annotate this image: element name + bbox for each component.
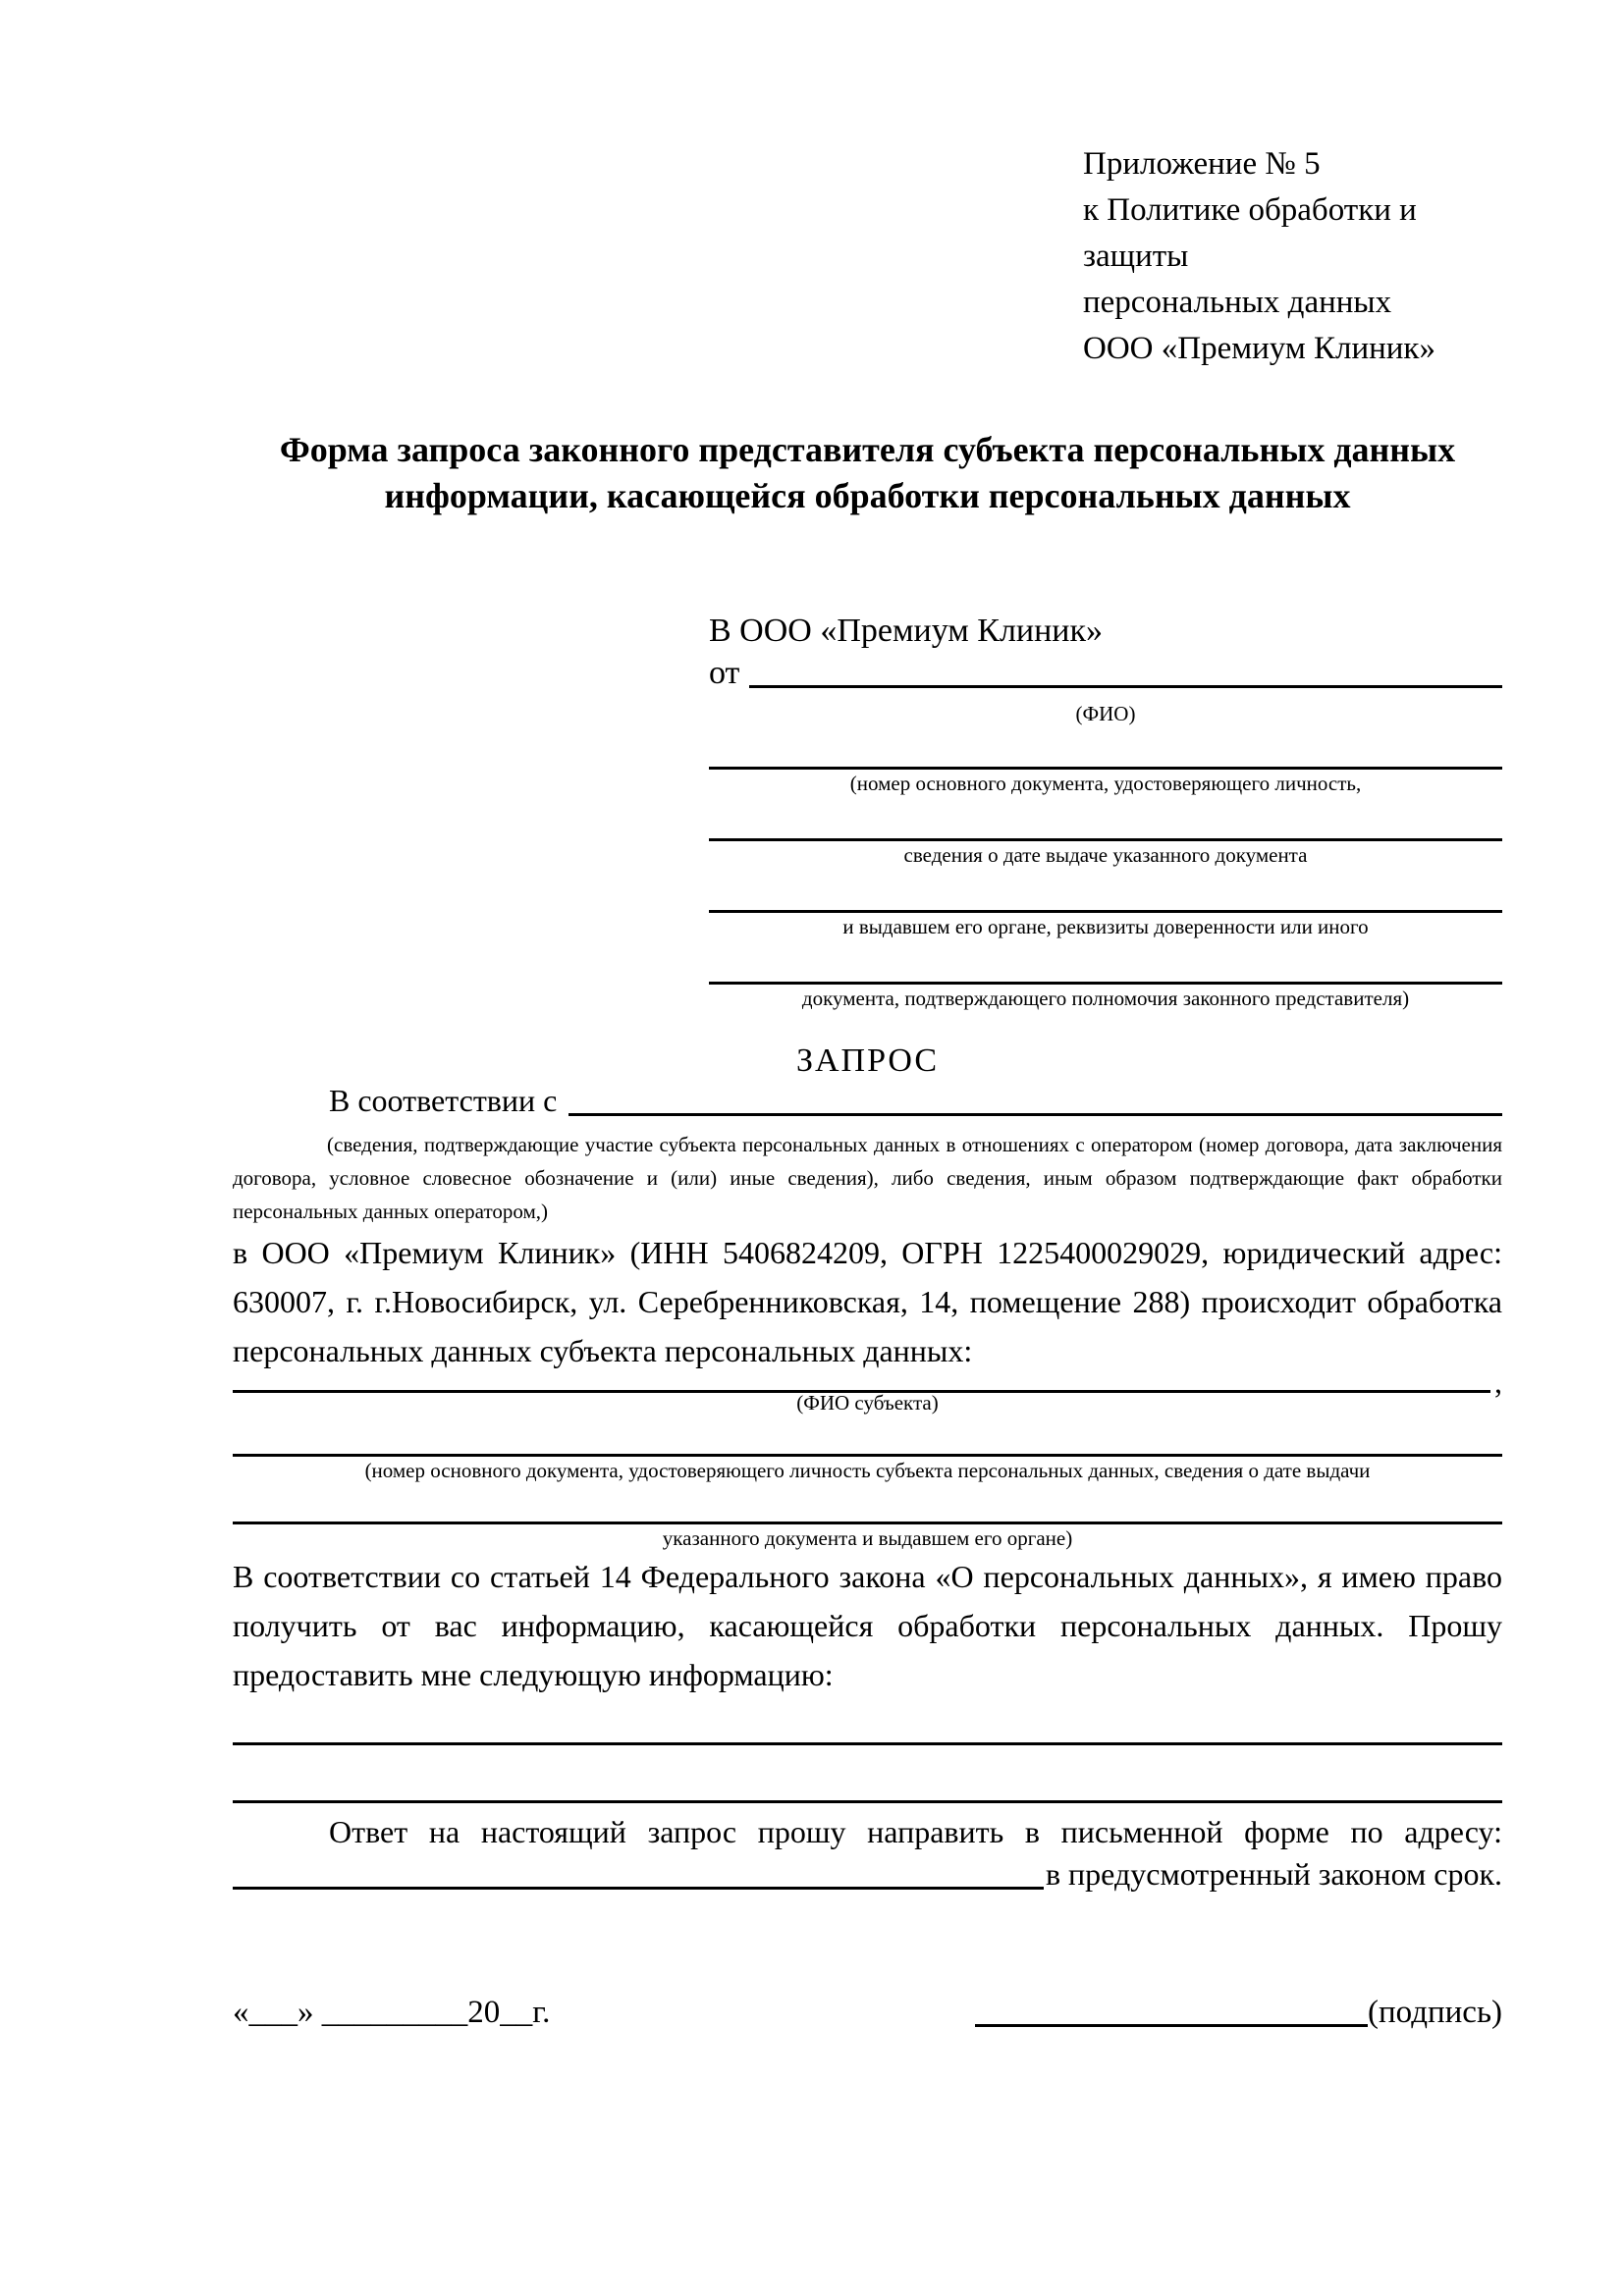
representative-doc-caption-4: документа, подтверждающего полномочия законного представителя) xyxy=(801,987,1410,1010)
law-paragraph: В соответствии со статьей 14 Федерального закона «О персональных данных», я имею право получить от вас информацию, касающейся обработки персональных данных. Прошу предоставить мне следующую информацию: xyxy=(233,1559,1502,1692)
footer-row xyxy=(233,1990,1502,2035)
basis-row xyxy=(233,1083,1502,1128)
representative-fio-caption: (ФИО) xyxy=(1075,702,1136,725)
document-content xyxy=(233,141,1502,2035)
representative-fio-input-line[interactable] xyxy=(749,685,1502,688)
document-title-line-2: информации, касающейся обработки персональных данных xyxy=(384,476,1351,515)
representative-doc-input-line-2[interactable] xyxy=(709,797,1502,841)
document-title-line-1: Форма запроса законного представителя субъекта персональных данных xyxy=(279,430,1456,469)
appendix-line-3: персональных данных xyxy=(1083,285,1392,320)
from-label: от xyxy=(709,655,740,691)
addressee-organization: В ООО «Премиум Клиник» xyxy=(709,613,1104,649)
appendix-line-4: ООО «Премиум Клиник» xyxy=(1083,331,1435,366)
representative-doc-caption-1: (номер основного документа, удостоверяющего личность, xyxy=(849,772,1362,795)
representative-doc-input-line-3[interactable] xyxy=(709,869,1502,913)
reply-paragraph: Ответ на настоящий запрос прошу направить в письменной форме по адресу: xyxy=(329,1814,1502,1849)
subject-fio-caption: (ФИО субъекта) xyxy=(796,1391,939,1415)
appendix-line-1: Приложение № 5 xyxy=(1083,146,1321,182)
signature-caption: (подпись) xyxy=(1368,1995,1502,2030)
representative-doc-input-line-1[interactable] xyxy=(709,727,1502,770)
request-heading: ЗАПРОС xyxy=(795,1042,940,1079)
reply-address-row xyxy=(233,1856,1502,1905)
signature-input-line[interactable] xyxy=(975,2024,1368,2027)
basis-caption: (сведения, подтверждающие участие субъекта персональных данных в отношениях с оператором (номер договора, дата заключения договора, условное словесное обозначение и (или) иные сведения), либо сведения, иным образом подтверждающие факт обработки персональных данных оператором,) xyxy=(233,1133,1502,1223)
subject-fio-input-line[interactable] xyxy=(233,1390,1490,1393)
document-title xyxy=(233,427,1502,519)
requested-info-input-line-1[interactable] xyxy=(233,1699,1502,1745)
basis-prefix: В соответствии с xyxy=(329,1083,558,1118)
addressee-block xyxy=(709,610,1502,1012)
subject-doc-caption-2: указанного документа и выдавшем его органе) xyxy=(662,1526,1073,1550)
reply-suffix: в предусмотренный законом срок. xyxy=(1045,1856,1502,1892)
date-blank[interactable]: «___» _________20__г. xyxy=(233,1995,551,2030)
signature-group xyxy=(975,1990,1502,2035)
appendix-line-2: к Политике обработки и защиты xyxy=(1083,192,1417,274)
representative-doc-caption-3: и выдавшем его органе, реквизиты доверенности или иного xyxy=(842,915,1369,938)
basis-input-line[interactable] xyxy=(568,1113,1502,1116)
appendix-header xyxy=(1083,141,1502,372)
subject-fio-row xyxy=(233,1364,1502,1400)
subject-doc-input-line-1[interactable] xyxy=(233,1416,1502,1457)
operator-paragraph: в ООО «Премиум Клиник» (ИНН 5406824209, ОГРН 1225400029029, юридический адрес: 630007, г. г.Новосибирск, ул. Серебренниковская, 14, помещение 288) происходит обработка персональных данных субъекта персональных данных: xyxy=(233,1235,1502,1368)
subject-fio-trailing-comma: , xyxy=(1494,1364,1502,1400)
from-row xyxy=(709,655,1502,700)
subject-doc-caption-1: (номер основного документа, удостоверяющего личность субъекта персональных данных, сведения о дате выдачи xyxy=(364,1459,1371,1482)
representative-doc-input-line-4[interactable] xyxy=(709,940,1502,985)
subject-doc-input-line-2[interactable] xyxy=(233,1484,1502,1524)
reply-address-input-line[interactable] xyxy=(233,1887,1044,1890)
representative-doc-caption-2: сведения о дате выдаче указанного документа xyxy=(903,843,1308,867)
requested-info-input-line-2[interactable] xyxy=(233,1745,1502,1803)
